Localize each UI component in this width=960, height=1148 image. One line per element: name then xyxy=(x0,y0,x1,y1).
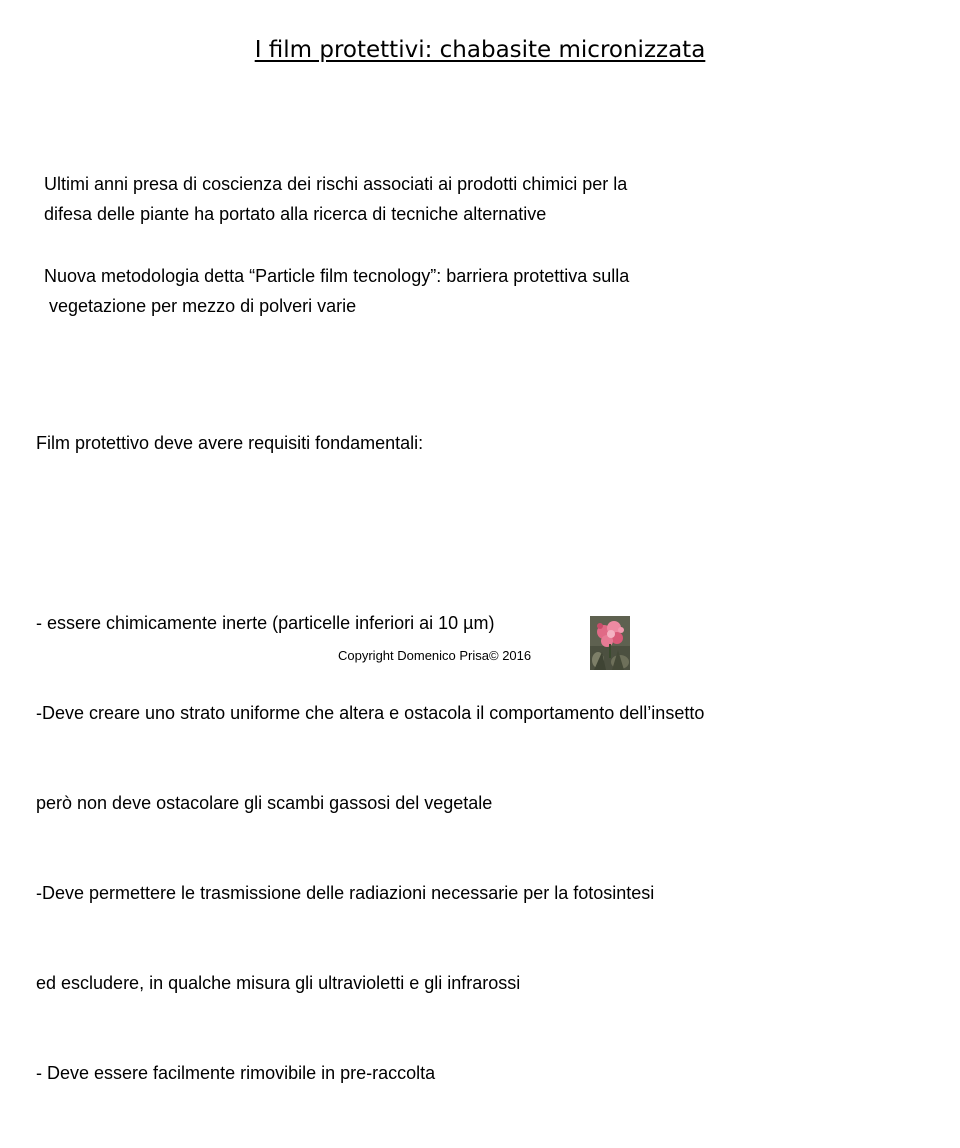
intro-paragraph-risks xyxy=(44,169,627,229)
intro-line: Ultimi anni presa di coscienza dei rischi associati ai prodotti chimici per la xyxy=(44,174,628,194)
requirement-item: -Deve creare uno strato uniforme che altera e ostacola il comportamento dell’insetto xyxy=(36,703,705,723)
requirement-item: - essere chimicamente inerte (particelle inferiori ai 10 µm) xyxy=(36,613,495,633)
requirement-item: però non deve ostacolare gli scambi gassosi del vegetale xyxy=(36,793,493,813)
pink-flower-photo-icon xyxy=(590,616,630,670)
intro-line: vegetazione per mezzo di polveri varie xyxy=(44,296,357,316)
slide-title xyxy=(0,30,960,70)
requirement-item: -Deve permettere le trasmissione delle radiazioni necessarie per la fotosintesi xyxy=(36,883,655,903)
requirement-item: - Deve essere facilmente rimovibile in pre-raccolta xyxy=(36,1063,436,1083)
requirements-heading: Film protettivo deve avere requisiti fondamentali: xyxy=(36,433,424,453)
copyright-text: Copyright Domenico Prisa© 2016 xyxy=(338,648,532,663)
intro-line: Nuova metodologia detta “Particle film tecnology”: barriera protettiva sulla xyxy=(44,266,630,286)
slide-title-text: I film protettivi: chabasite micronizzata xyxy=(254,37,706,63)
requirement-item: ed escludere, in qualche misura gli ultravioletti e gli infrarossi xyxy=(36,973,521,993)
requirements-spacer xyxy=(36,518,704,548)
intro-line: difesa delle piante ha portato alla ricerca di tecniche alternative xyxy=(44,204,547,224)
requirements-block xyxy=(36,368,704,1148)
intro-paragraph-methodology xyxy=(44,261,629,321)
